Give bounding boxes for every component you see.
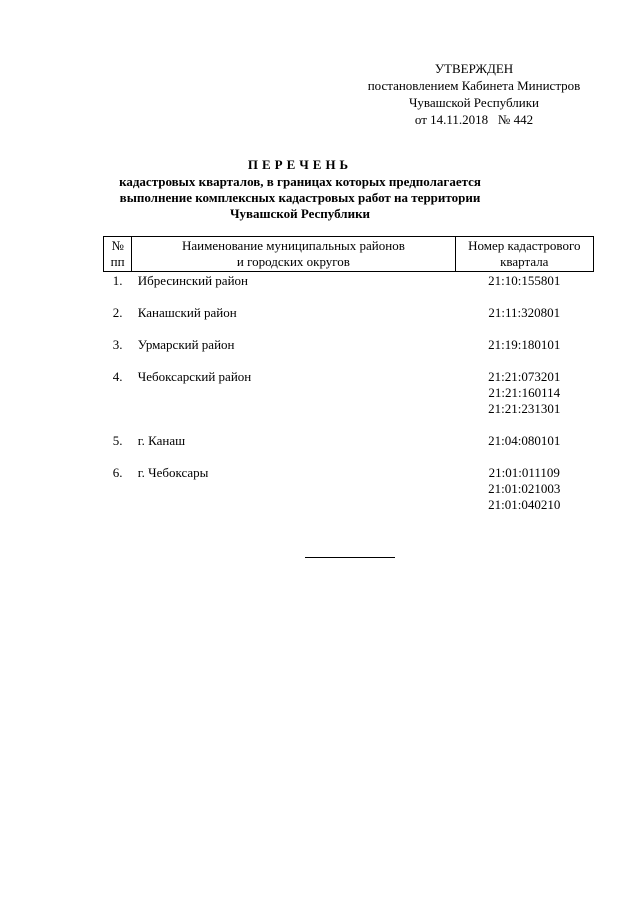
header-number-line-2: пп bbox=[110, 254, 125, 269]
cadastral-code: 21:10:155801 bbox=[488, 273, 561, 288]
cadastral-code: 21:21:231301 bbox=[488, 401, 561, 416]
row-codes bbox=[455, 465, 593, 529]
header-name-line-1: Наименование муниципальных районов bbox=[182, 238, 405, 253]
cadastral-code: 21:19:180101 bbox=[488, 337, 561, 352]
cadastral-code: 21:11:320801 bbox=[488, 305, 561, 320]
row-codes bbox=[455, 305, 593, 337]
closing-divider bbox=[305, 557, 395, 558]
approval-date-number: от 14.11.2018 № 442 bbox=[414, 112, 534, 127]
row-name: Урмарский район bbox=[137, 337, 235, 352]
approval-stamp bbox=[330, 60, 618, 128]
approval-authority: постановлением Кабинета Министров bbox=[367, 78, 581, 93]
table-header-row bbox=[104, 237, 594, 272]
table-row bbox=[104, 272, 594, 306]
approval-status: УТВЕРЖДЕН bbox=[434, 61, 514, 76]
row-name: г. Чебоксары bbox=[137, 465, 209, 480]
row-codes bbox=[455, 272, 593, 306]
title-line-2: выполнение комплексных кадастровых работ на территории bbox=[119, 190, 481, 205]
cadastral-code: 21:21:073201 bbox=[488, 369, 561, 384]
title-line-1: кадастровых кварталов, в границах которых предполагается bbox=[119, 174, 481, 189]
table-row bbox=[104, 305, 594, 337]
title-line-3: Чувашской Республики bbox=[229, 206, 371, 221]
approval-region: Чувашской Республики bbox=[408, 95, 540, 110]
row-codes bbox=[455, 433, 593, 465]
header-code-line-1: Номер кадастрового bbox=[468, 238, 581, 253]
row-name: Чебоксарский район bbox=[137, 369, 252, 384]
cadastral-code: 21:21:160114 bbox=[488, 385, 561, 400]
header-number bbox=[104, 237, 132, 272]
row-codes bbox=[455, 369, 593, 433]
row-name: г. Канаш bbox=[137, 433, 186, 448]
header-code bbox=[455, 237, 593, 272]
table-row bbox=[104, 433, 594, 465]
cadastral-code: 21:04:080101 bbox=[488, 433, 561, 448]
table-row bbox=[104, 337, 594, 369]
row-number: 2. bbox=[112, 305, 123, 320]
row-number: 5. bbox=[112, 433, 123, 448]
row-name: Ибресинский район bbox=[137, 273, 248, 288]
cadastral-quarters-table bbox=[103, 236, 594, 529]
header-code-line-2: квартала bbox=[500, 254, 549, 269]
cadastral-code: 21:01:011109 bbox=[488, 465, 560, 480]
header-name bbox=[132, 237, 455, 272]
row-number: 1. bbox=[112, 273, 123, 288]
row-codes bbox=[455, 337, 593, 369]
row-name: Канашский район bbox=[137, 305, 237, 320]
row-number: 3. bbox=[112, 337, 123, 352]
cadastral-code: 21:01:021003 bbox=[488, 481, 561, 496]
table-row bbox=[104, 465, 594, 529]
cadastral-code: 21:01:040210 bbox=[488, 497, 561, 512]
table-row bbox=[104, 369, 594, 433]
row-number: 4. bbox=[112, 369, 123, 384]
header-name-line-2: и городских округов bbox=[236, 254, 350, 269]
document-title bbox=[100, 157, 500, 222]
row-number: 6. bbox=[112, 465, 123, 480]
title-heading: ПЕРЕЧЕНЬ bbox=[247, 157, 353, 172]
header-number-line-1: № bbox=[111, 238, 124, 253]
